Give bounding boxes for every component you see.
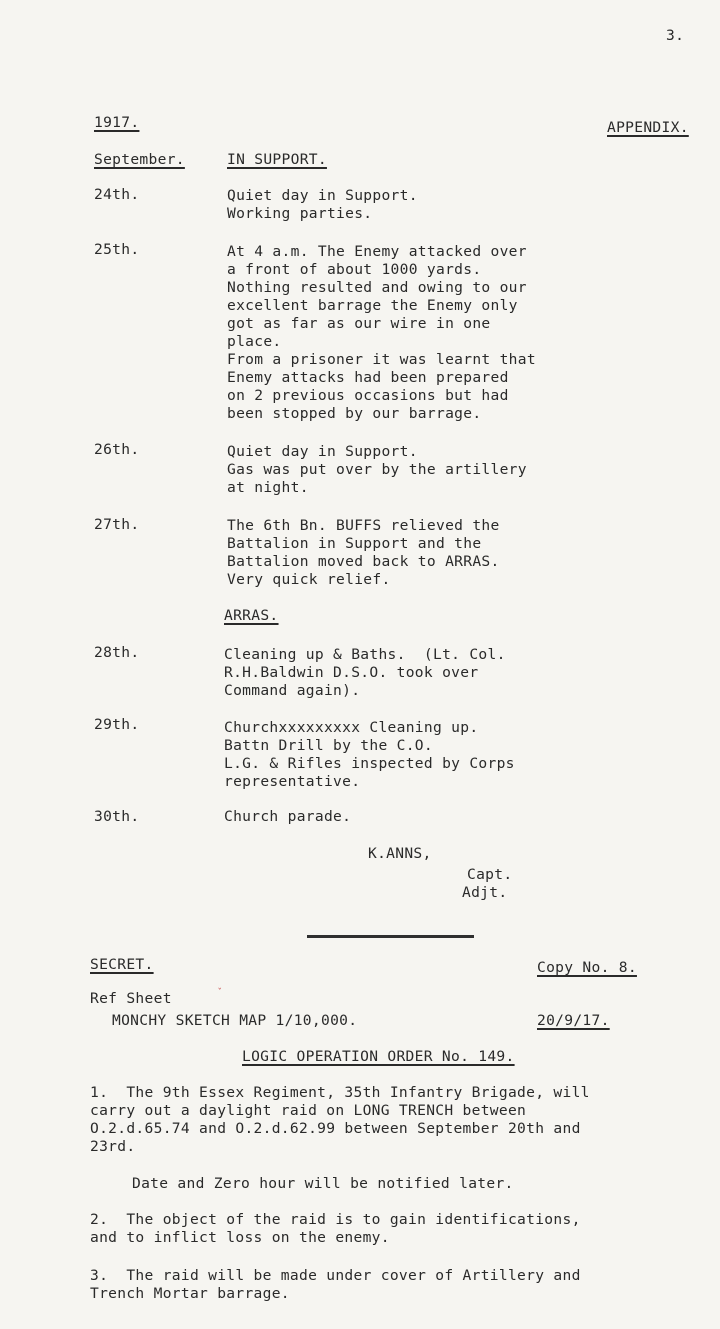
para1-line: O.2.d.65.74 and O.2.d.62.99 between September 20th and <box>90 1120 581 1137</box>
para3-line: Trench Mortar barrage. <box>90 1285 290 1302</box>
entry-line: at night. <box>227 479 309 496</box>
entry-line: Quiet day in Support. <box>227 187 418 204</box>
entry-date: 25th. <box>94 241 140 258</box>
secret-heading: SECRET. <box>90 956 154 973</box>
entry-line: got as far as our wire in one <box>227 315 491 332</box>
order-title: LOGIC OPERATION ORDER No. 149. <box>242 1048 515 1065</box>
entry-line: been stopped by our barrage. <box>227 405 482 422</box>
date-notice: Date and Zero hour will be notified later. <box>132 1175 514 1192</box>
entry-date: 24th. <box>94 186 140 203</box>
para1-line: 1. The 9th Essex Regiment, 35th Infantry Brigade, will <box>90 1084 590 1101</box>
copy-number: Copy No. 8. <box>537 959 637 976</box>
entry-line: Cleaning up & Baths. (Lt. Col. <box>224 646 506 663</box>
entry-line: The 6th Bn. BUFFS relieved the <box>227 517 500 534</box>
para3-line: 3. The raid will be made under cover of Artillery and <box>90 1267 581 1284</box>
entry-line: Church parade. <box>224 808 352 825</box>
entry-line: From a prisoner it was learnt that <box>227 351 536 368</box>
signature-role: Adjt. <box>462 884 508 901</box>
entry-line: Battalion moved back to ARRAS. <box>227 553 500 570</box>
entry-line: Enemy attacks had been prepared <box>227 369 509 386</box>
para1-line: 23rd. <box>90 1138 136 1155</box>
map-reference: MONCHY SKETCH MAP 1/10,000. <box>112 1012 358 1029</box>
para1-line: carry out a daylight raid on LONG TRENCH between <box>90 1102 527 1119</box>
entry-line: Command again). <box>224 682 361 699</box>
entry-date: 26th. <box>94 441 140 458</box>
entry-line: Quiet day in Support. <box>227 443 418 460</box>
entry-line: on 2 previous occasions but had <box>227 387 509 404</box>
para2-line: and to inflict loss on the enemy. <box>90 1229 390 1246</box>
section-title: IN SUPPORT. <box>227 151 327 168</box>
red-tick-mark: ˇ <box>217 988 223 998</box>
arras-heading: ARRAS. <box>224 607 279 624</box>
entry-line: representative. <box>224 773 361 790</box>
year-heading: 1917. <box>94 114 140 131</box>
signature-name: K.ANNS, <box>368 845 432 862</box>
entry-line: Churchxxxxxxxxx Cleaning up. <box>224 719 479 736</box>
entry-line: place. <box>227 333 282 350</box>
para2-line: 2. The object of the raid is to gain identifications, <box>90 1211 581 1228</box>
entry-line: Battalion in Support and the <box>227 535 482 552</box>
entry-date: 28th. <box>94 644 140 661</box>
ref-sheet-label: Ref Sheet <box>90 990 172 1007</box>
entry-line: Nothing resulted and owing to our <box>227 279 527 296</box>
entry-date: 29th. <box>94 716 140 733</box>
entry-line: Very quick relief. <box>227 571 391 588</box>
entry-line: Gas was put over by the artillery <box>227 461 527 478</box>
entry-date: 30th. <box>94 808 140 825</box>
entry-line: Working parties. <box>227 205 373 222</box>
entry-line: excellent barrage the Enemy only <box>227 297 518 314</box>
appendix-heading: APPENDIX. <box>607 119 689 136</box>
entry-line: a front of about 1000 yards. <box>227 261 482 278</box>
entry-line: Battn Drill by the C.O. <box>224 737 433 754</box>
divider-rule <box>307 935 474 938</box>
entry-date: 27th. <box>94 516 140 533</box>
entry-line: At 4 a.m. The Enemy attacked over <box>227 243 527 260</box>
entry-line: R.H.Baldwin D.S.O. took over <box>224 664 479 681</box>
signature-rank: Capt. <box>467 866 513 883</box>
page-number: 3. <box>666 27 685 44</box>
month-heading: September. <box>94 151 185 168</box>
entry-line: L.G. & Rifles inspected by Corps <box>224 755 515 772</box>
order-date: 20/9/17. <box>537 1012 610 1029</box>
